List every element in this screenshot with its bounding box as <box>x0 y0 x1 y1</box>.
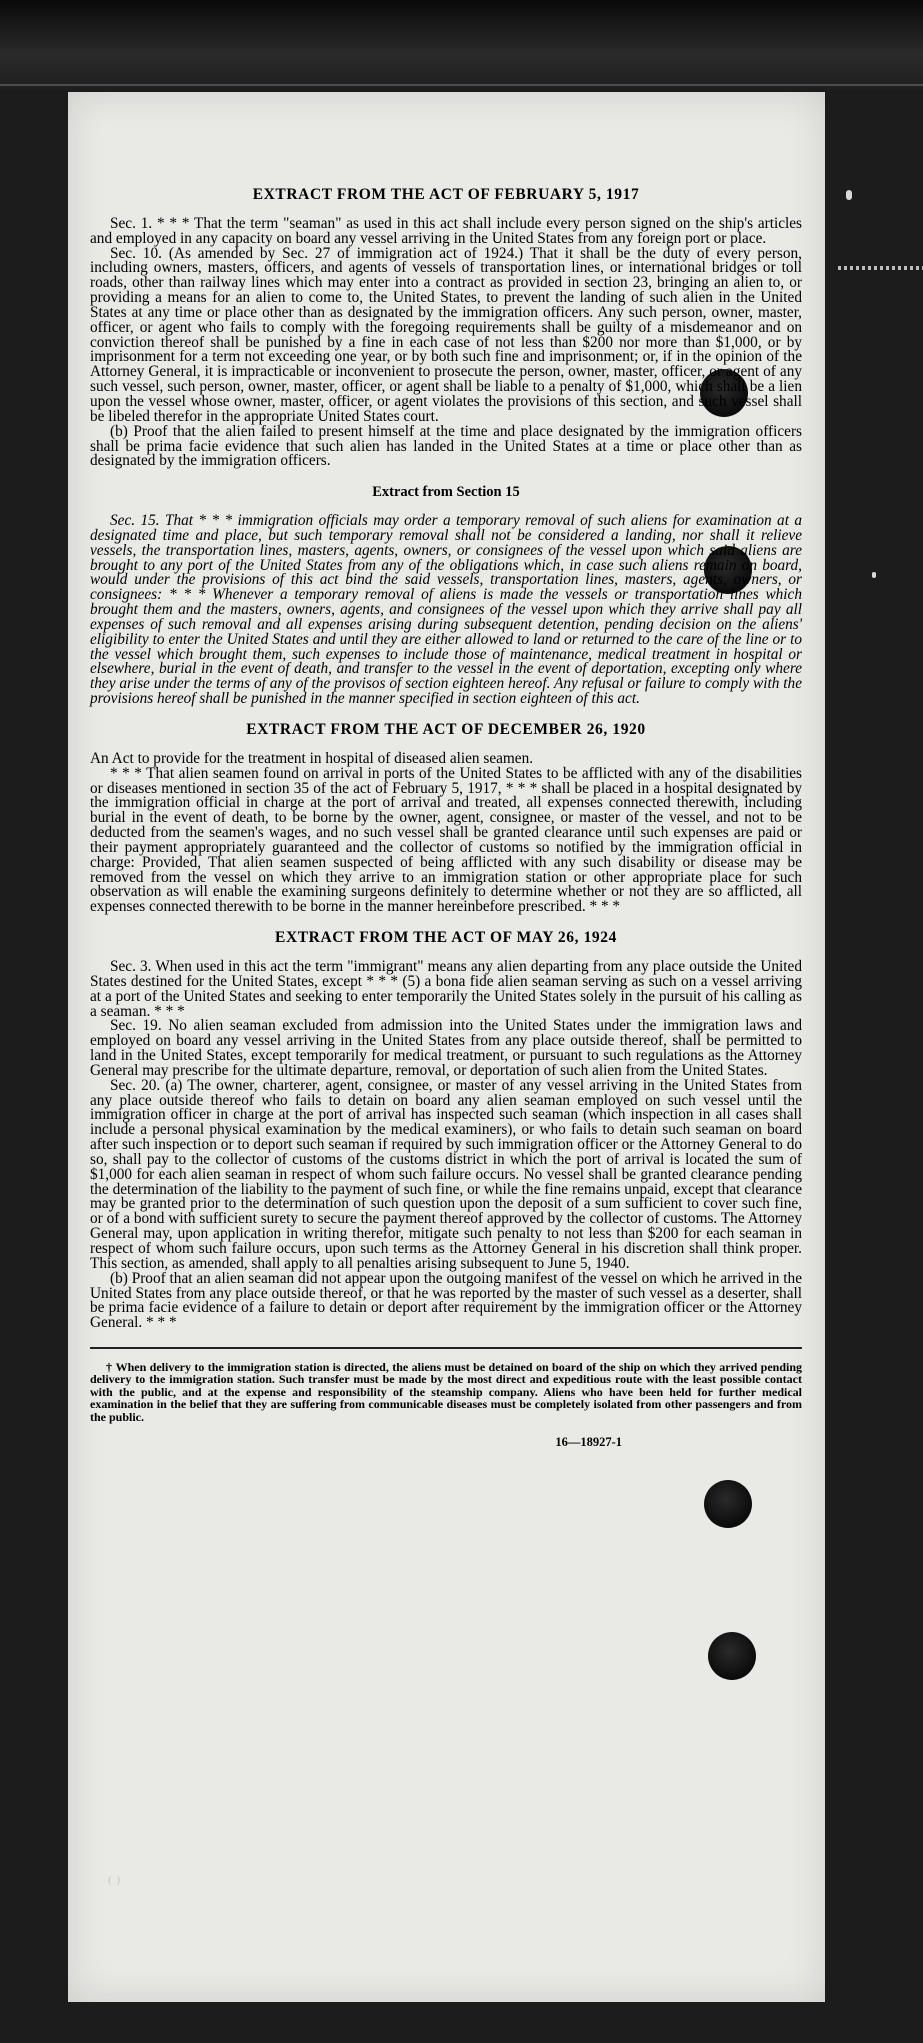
punch-hole <box>708 1632 756 1680</box>
scan-top-band <box>0 0 923 90</box>
paragraph: Sec. 1. * * * That the term "seaman" as used in this act shall include every person signed on the ship's articles and employed in any capacity on board any vessel arriving in the United States from any foreign port or place. <box>90 214 802 247</box>
act-1920-section <box>90 723 802 915</box>
paragraph: Sec. 10. (As amended by Sec. 27 of immigration act of 1924.) That it shall be the duty of every person, including owners, masters, officers, and agents of vessels of transportation lines, or international bridges or toll roads, other than railway lines which may enter into a contract as provided in section 23, bringing an alien to, or providing a means for an alien to come to, the United States, to prevent the landing of such alien in the United States at any time or place other than as designated by the immigration officers. Any such person, owner, master, officer, or agent who fails to comply with the foregoing requirements shall be guilty of a misdemeanor and on conviction thereof shall be punished by a fine in each case of not less than $200 nor more than $1,000, or by imprisonment for a term not exceeding one year, or by both such fine and imprisonment; or, if in the opinion of the Attorney General, it is impracticable or inconvenient to prosecute the person, owner, master, officer, or agent of any such vessel, such person, owner, master, officer, or agent shall be liable to a penalty of $1,000, which shall be a lien upon the vessel whose owner, master, officer, or agent violates the provisions of this section, and such vessel shall be libeled therefor in the appropriate United States court. <box>90 244 802 425</box>
scan-edge-line <box>0 84 923 86</box>
paragraph: Sec. 15. That * * * immigration officials may order a temporary removal of such aliens for examination at a designated time and place, but such temporary removal shall not be considered a landing, nor shall it relieve vessels, the transportation lines, masters, agents, owners, or consignees of the vessel upon which said aliens are brought to any port of the United States from any of the obligations which, in case such aliens remain on board, would under the provisions of this act bind the said vessels, transportation lines, masters, agents, owners, or consignees: * * * Whenever a temporary removal of aliens is made the vessels or transportation lines which brought them and the masters, owners, agents, and consignees of the vessel upon which they arrive shall pay all expenses of such removal and all expenses arising during subsequent detention, pending decision on the aliens' eligibility to enter the United States and until they are either allowed to land or returned to the care of the line or to the vessel which brought them, such expenses to include those of maintenance, medical treatment in hospital or elsewhere, burial in the event of death, and transfer to the vessel in the event of deportation, excepting only where they arise under the terms of any of the provisos of section eighteen hereof. Any refusal or failure to comply with the provisions hereof shall be punished in the manner specified in section eighteen of this act. <box>90 512 802 708</box>
footnote-divider <box>90 1347 802 1349</box>
scan-edge-speck <box>846 190 852 200</box>
act-1917-section <box>90 188 802 469</box>
paragraph: (b) Proof that an alien seaman did not appear upon the outgoing manifest of the vessel on which he arrived in the United States from any place outside thereof, or that he was reported by the master of such vessel as a deserter, shall be prima facie evidence of a failure to detain or deport after requirement by the immigration officer or the Attorney General. * * * <box>90 1269 802 1332</box>
section-heading: EXTRACT FROM THE ACT OF DECEMBER 26, 1920 <box>246 721 646 738</box>
section-heading: Extract from Section 15 <box>372 484 520 501</box>
section-heading: EXTRACT FROM THE ACT OF FEBRUARY 5, 1917 <box>252 186 640 203</box>
paragraph: Sec. 20. (a) The owner, charterer, agent, consignee, or master of any vessel arriving in the United States from any place outside thereof who fails to detain on board any alien seaman employed on such vessel until the immigration officer in charge at the port of arrival has inspected such seaman (which inspection in all cases shall include a personal physical examination by the medical examiners), or who fails to detain such seaman on board after such inspection or to deport such seaman if required by such immigration officer or the Attorney General to do so, shall pay to the collector of customs of the customs district in which the port of arrival is located the sum of $1,000 for each alien seaman in respect of whom such failure occurs. No vessel shall be granted clearance pending the determination of the liability to the payment of such fine, or while the fine remains unpaid, except that clearance may be granted prior to the determination of such question upon the deposit of a sum sufficient to cover such fine, or of a bond with sufficient surety to secure the payment thereof approved by the collector of customs. The Attorney General may, upon application in writing therefor, mitigate such penalty to not less than $200 for each seaman in respect of whom such failure occurs, upon such terms as the Attorney General in his discretion shall think proper. This section, as amended, shall apply to all penalties arising subsequent to June 5, 1940. <box>90 1076 802 1272</box>
scan-edge-mark <box>838 266 923 270</box>
footnote: † When delivery to the immigration station is directed, the aliens must be detained on board of the ship on which they arrived pending delivery to the immigration station. Such transfer must be made by the most direct and expeditious route with the least possible contact with the public, and at the expense and responsibility of the steamship company. Aliens who have been held for further medical examination in the belief that they are suffering from communicable diseases must be completely isolated from other passengers and from the public. <box>90 1360 802 1424</box>
document-body <box>90 188 802 1450</box>
punch-hole <box>704 1480 752 1528</box>
section-heading: EXTRACT FROM THE ACT OF MAY 26, 1924 <box>275 929 617 947</box>
paragraph: (b) Proof that the alien failed to present himself at the time and place designated by the immigration officers shall be prima facie evidence that such alien has landed in the United States at a time or place other than as designated by the immigration officers. <box>90 422 802 470</box>
paragraph: Sec. 3. When used in this act the term "immigrant" means any alien departing from any place outside the United States destined for the United States, except * * * (5) a bona fide alien seaman serving as such on a vessel arriving at a port of the United States and seeking to enter temporarily the United States solely in the pursuit of his calling as a seaman. * * * <box>90 957 802 1020</box>
section-15-extract <box>90 485 802 707</box>
paragraph: * * * That alien seamen found on arrival in ports of the United States to be afflicted with any of the disabilities or diseases mentioned in section 35 of the act of February 5, 1917, * * * shall be placed in a hospital designated by the immigration official in charge at the port of arrival and treated, all expenses connected therewith, including burial in the event of death, to be borne by the owner, agent, consignee, or master of the vessel, and not to be deducted from the seamen's wages, and no such vessel shall be granted clearance until such expenses are paid or their payment appropriately guaranteed and the collector of customs so notified by the immigration official in charge: Provided, That alien seamen suspected of being afflicted with any such disability or disease may be removed from the vessel on which they arrive to an immigration station or other appropriate place for such observation as will enable the examining surgeons definitely to determine whether or not they are so afflicted, all expenses connected therewith to be borne in the manner hereinbefore prescribed. * * * <box>90 764 802 916</box>
faint-form-imprint: ( ) <box>108 1874 122 1886</box>
scan-edge-speck <box>872 572 876 578</box>
paragraph: Sec. 19. No alien seaman excluded from admission into the United States under the immigration laws and employed on board any vessel arriving in the United States from any place outside thereof, shall be permitted to land in the United States, except temporarily for medical treatment, or pursuant to such regulations as the Attorney General may prescribe for the ultimate departure, removal, or deportation of such alien from the United States. <box>90 1017 802 1079</box>
paragraph: An Act to provide for the treatment in hospital of diseased alien seamen. <box>90 749 534 767</box>
form-number: 16—18927-1 <box>555 1435 622 1450</box>
act-1924-section <box>90 931 802 1331</box>
